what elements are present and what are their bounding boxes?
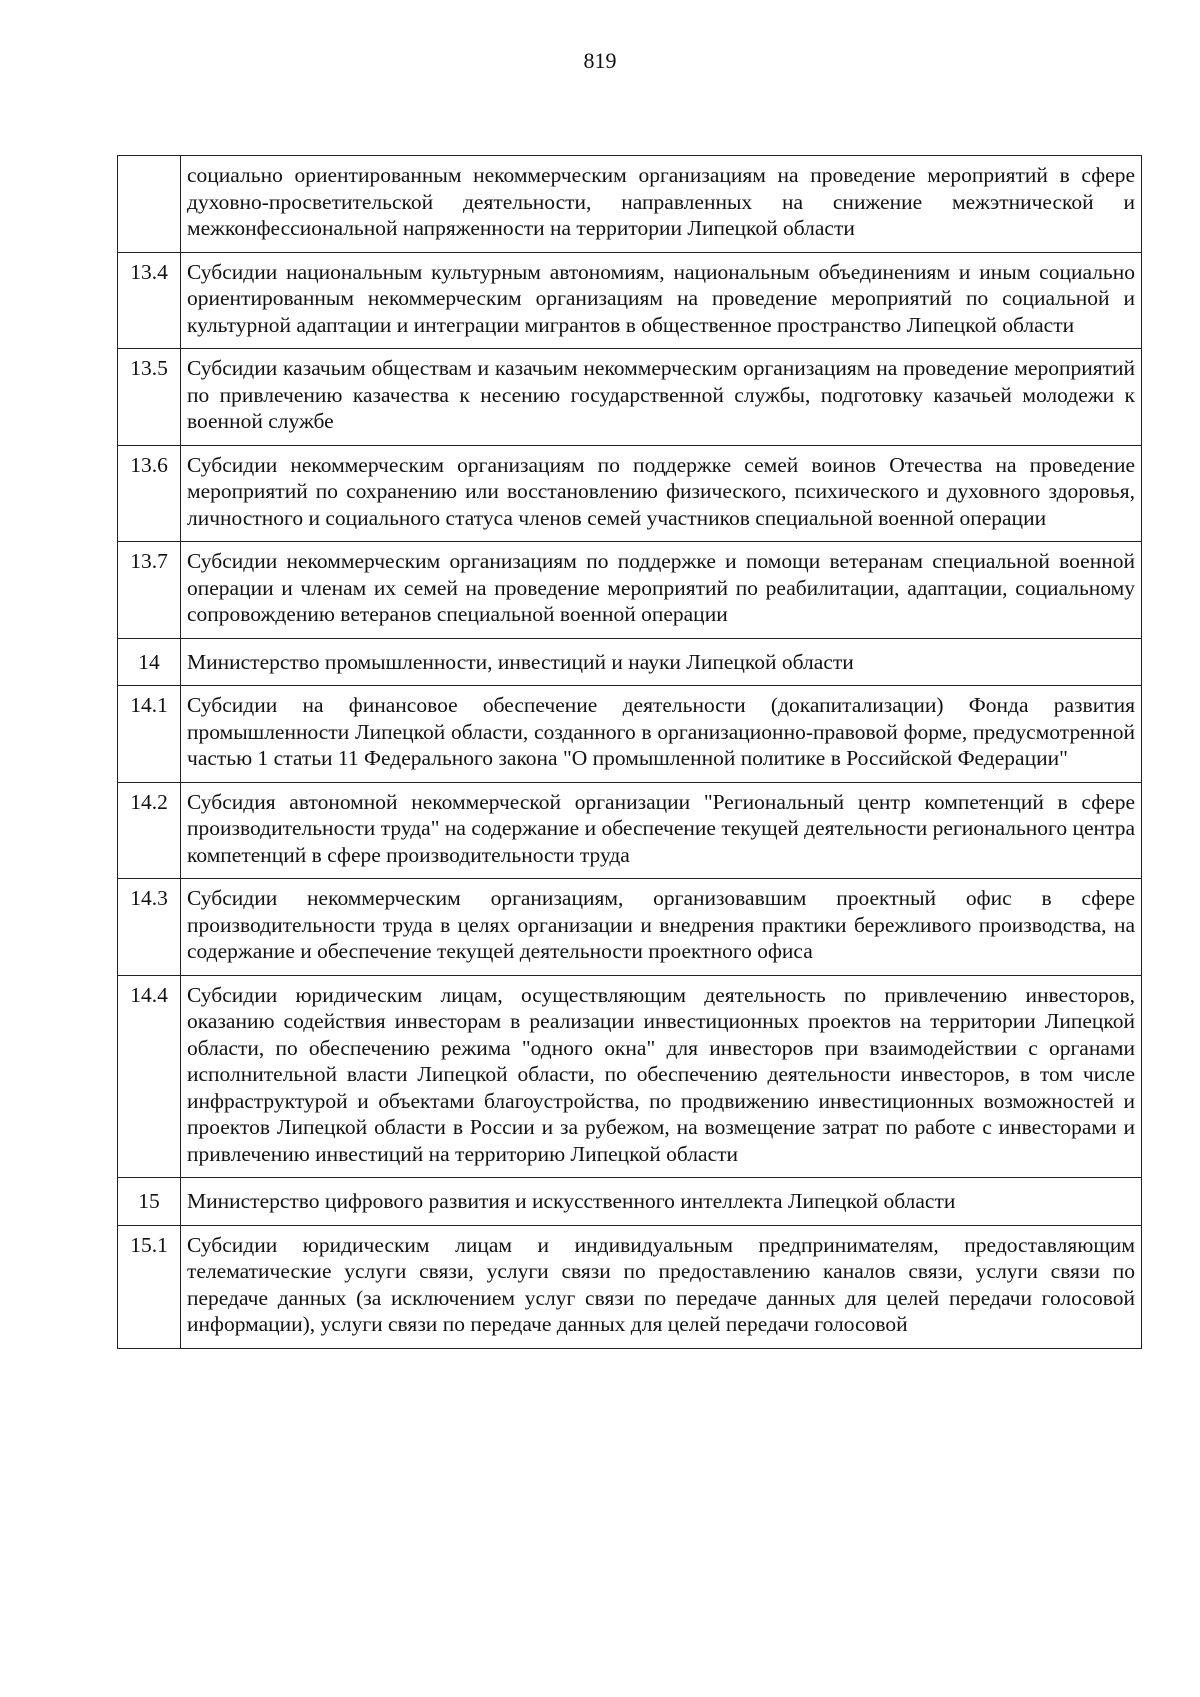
row-number: 14.3 [118, 879, 181, 976]
row-text: Субсидии юридическим лицам и индивидуальным предпринимателям, предоставляющим телематические услуги связи, услуги связи по предоставлению каналов связи, услуги связи по передаче данных (за исключением услуг связи по передаче данных для целей передачи голосовой информации), услуги связи по передаче данных для целей передачи голосовой [181, 1225, 1142, 1348]
row-number: 14.4 [118, 975, 181, 1178]
row-text: Субсидия автономной некоммерческой организации "Региональный центр компетенций в сфере производительности труда" на содержание и обеспечение текущей деятельности регионального центра компетенций в сфере производительности труда [181, 782, 1142, 879]
row-text: Субсидии некоммерческим организациям, организовавшим проектный офис в сфере производительности труда в целях организации и внедрения практики бережливого производства, на содержание и обеспечение текущей деятельности проектного офиса [181, 879, 1142, 976]
table-row [118, 349, 1142, 446]
table-row [118, 686, 1142, 783]
row-number: 14 [118, 638, 181, 686]
table-row-section [118, 1178, 1142, 1226]
row-number: 13.5 [118, 349, 181, 446]
row-number: 15 [118, 1178, 181, 1226]
row-text: Субсидии некоммерческим организациям по поддержке семей воинов Отечества на проведение мероприятий по сохранению или восстановлению физического, психического и духовного здоровья, личностного и социального статуса членов семей участников специальной военной операции [181, 445, 1142, 542]
row-number: 14.2 [118, 782, 181, 879]
row-text: Субсидии казачьим обществам и казачьим некоммерческим организациям на проведение мероприятий по привлечению казачества к несению государственной службы, подготовку казачьей молодежи к военной службе [181, 349, 1142, 446]
row-number: 15.1 [118, 1225, 181, 1348]
table-row-section [118, 638, 1142, 686]
table-row [118, 782, 1142, 879]
section-title: Министерство цифрового развития и искусственного интеллекта Липецкой области [181, 1178, 1142, 1226]
table-row [118, 975, 1142, 1178]
table-row [118, 879, 1142, 976]
section-title: Министерство промышленности, инвестиций и науки Липецкой области [181, 638, 1142, 686]
row-text: Субсидии некоммерческим организациям по поддержке и помощи ветеранам специальной военной операции и членам их семей на проведение мероприятий по реабилитации, адаптации, социальному сопровождению ветеранов специальной военной операции [181, 542, 1142, 639]
row-number: 14.1 [118, 686, 181, 783]
row-number [118, 156, 181, 253]
table-row [118, 156, 1142, 253]
row-text: Субсидии национальным культурным автономиям, национальным объединениям и иным социально ориентированным некоммерческим организациям на проведение мероприятий по социальной и культурной адаптации и интеграции мигрантов в общественное пространство Липецкой области [181, 252, 1142, 349]
table-row [118, 1225, 1142, 1348]
row-number: 13.6 [118, 445, 181, 542]
subsidies-table [117, 155, 1142, 1349]
table-row [118, 542, 1142, 639]
table-row [118, 445, 1142, 542]
table-row [118, 252, 1142, 349]
page-number: 819 [583, 48, 617, 73]
row-number: 13.7 [118, 542, 181, 639]
row-number: 13.4 [118, 252, 181, 349]
row-text: Субсидии юридическим лицам, осуществляющим деятельность по привлечению инвесторов, оказанию содействия инвесторам в реализации инвестиционных проектов на территории Липецкой области, по обеспечению режима "одного окна" для инвесторов при взаимодействии с органами исполнительной власти Липецкой области, по обеспечению деятельности инвесторов, в том числе инфраструктурой и объектами благоустройства, по продвижению инвестиционных возможностей и проектов Липецкой области в России и за рубежом, на возмещение затрат по работе с инвесторами и привлечению инвестиций на территорию Липецкой области [181, 975, 1142, 1178]
row-text: социально ориентированным некоммерческим организациям на проведение мероприятий в сфере духовно-просветительской деятельности, направленных на снижение межэтнической и межконфессиональной напряженности на территории Липецкой области [181, 156, 1142, 253]
row-text: Субсидии на финансовое обеспечение деятельности (докапитализации) Фонда развития промышленности Липецкой области, созданного в организационно-правовой форме, предусмотренной частью 1 статьи 11 Федерального закона "О промышленной политике в Российской Федерации" [181, 686, 1142, 783]
